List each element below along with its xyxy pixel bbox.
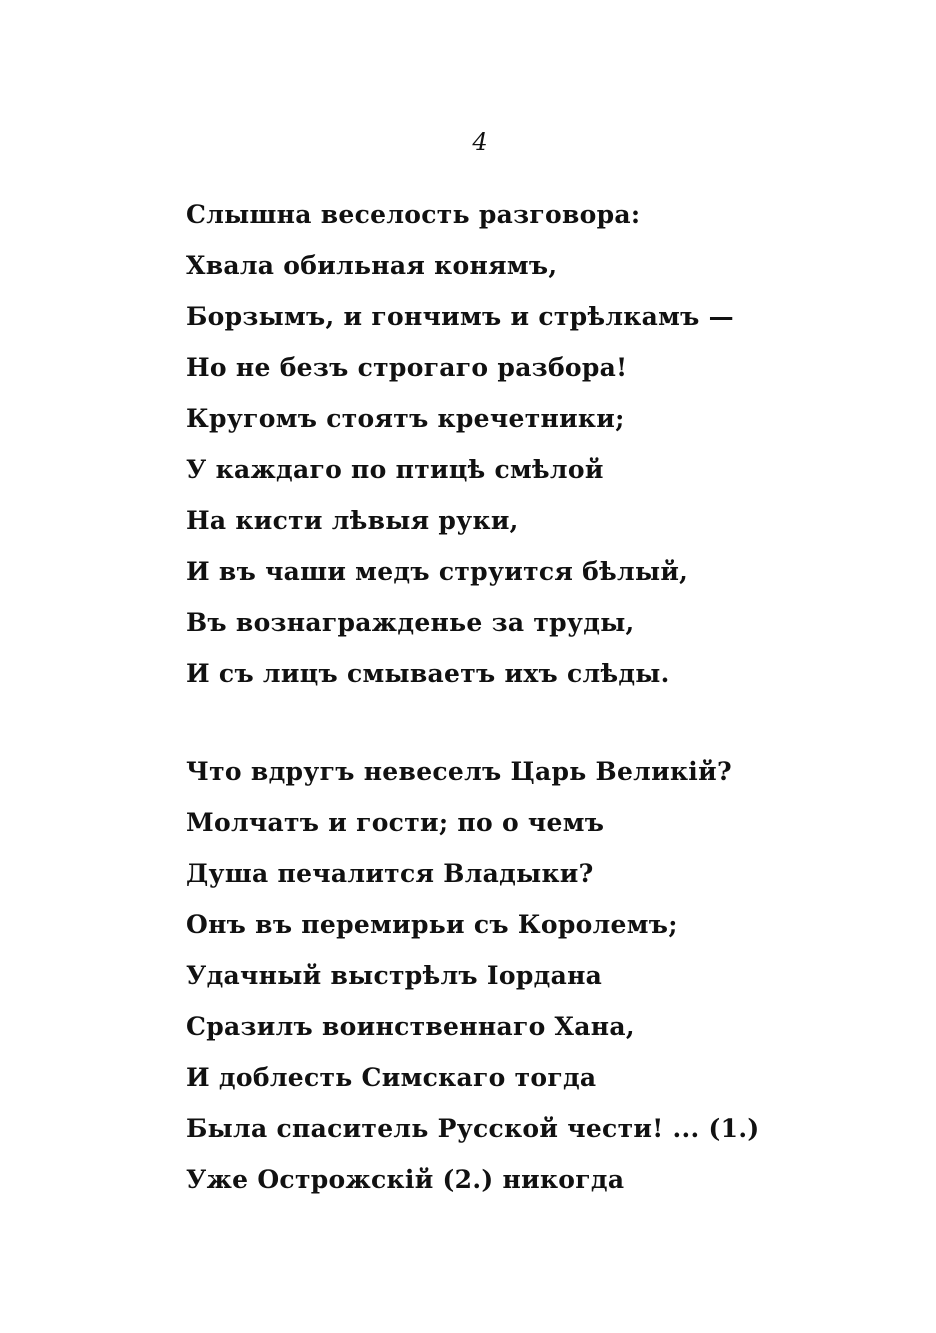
verse-line: Молчатъ и гости; по о чемъ bbox=[186, 808, 605, 837]
verse-line: Душа печалится Владыки? bbox=[186, 859, 594, 888]
verse-line: Сразилъ воинственнаго Хана, bbox=[186, 1012, 635, 1041]
verse-line: У каждаго по птицѣ смѣлой bbox=[186, 455, 604, 484]
verse-line: Уже Острожскій (2.) никогда bbox=[186, 1165, 625, 1194]
verse-line: И доблесть Симскаго тогда bbox=[186, 1063, 597, 1092]
verse-line: Онъ въ перемирьи съ Королемъ; bbox=[186, 910, 678, 939]
verse-line: Въ вознагражденье за труды, bbox=[186, 608, 635, 637]
verse-line: И въ чаши медъ струится бѣлый, bbox=[186, 557, 689, 586]
verse-line: Слышна веселость разговора: bbox=[186, 200, 641, 229]
verse-line: И съ лицъ смываетъ ихъ слѣды. bbox=[186, 659, 670, 688]
verse-line: Удачный выстрѣлъ Іордана bbox=[186, 961, 603, 990]
stanza-2 bbox=[186, 753, 826, 1212]
verse-line: Хвала обильная конямъ, bbox=[186, 251, 558, 280]
verse-line: Была спаситель Русской чести! ... (1.) bbox=[186, 1114, 760, 1143]
verse-line: Борзымъ, и гончимъ и стрѣлкамъ — bbox=[186, 302, 734, 331]
verse-line: Но не безъ строгаго разбора! bbox=[186, 353, 628, 382]
verse-line: На кисти лѣвыя руки, bbox=[186, 506, 519, 535]
verse-line: Что вдругъ невеселъ Царь Великій? bbox=[186, 757, 732, 786]
stanza-1 bbox=[186, 196, 826, 706]
verse-line: Кругомъ стоятъ кречетники; bbox=[186, 404, 625, 433]
page-number: 4 bbox=[472, 128, 488, 156]
